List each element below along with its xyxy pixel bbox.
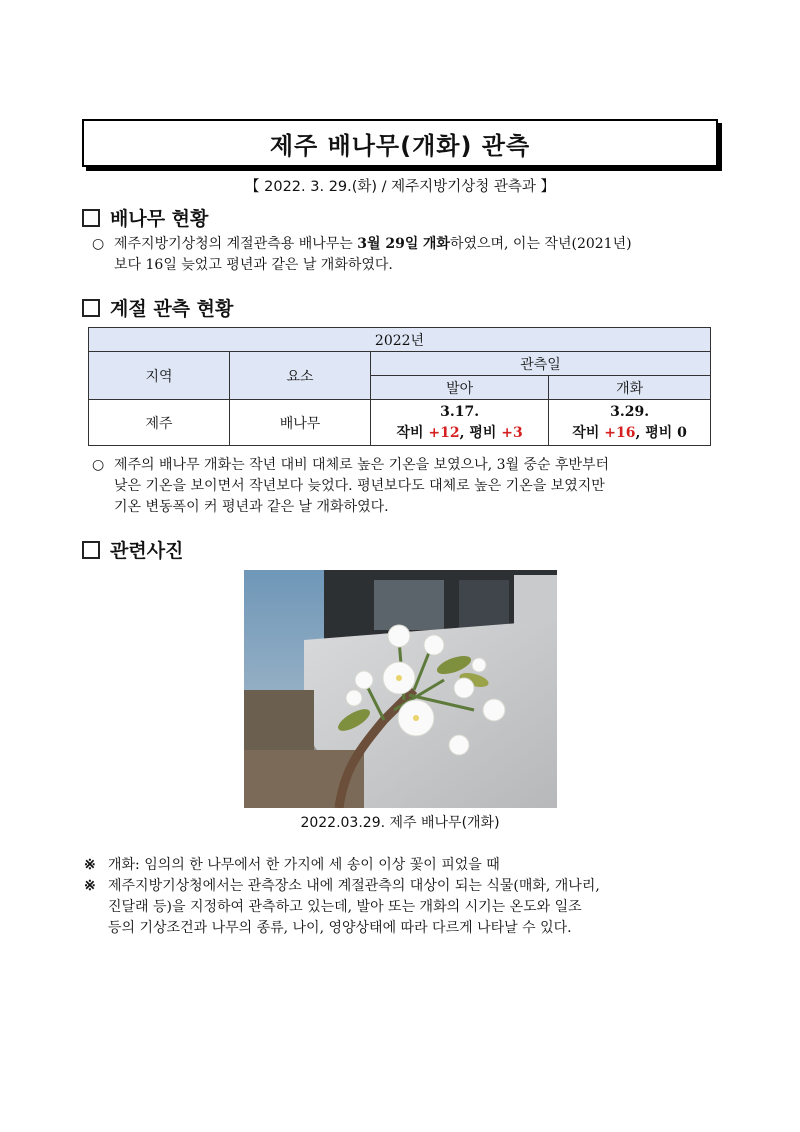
- notes: [84, 855, 734, 939]
- section-heading-1: [82, 204, 208, 231]
- col-sprout-header: 발아: [371, 376, 549, 400]
- bold-bloom: 개화: [422, 236, 450, 252]
- section-heading-3: [82, 536, 183, 563]
- cell-region: 제주: [89, 400, 230, 446]
- page-title: 제주 배나무(개화) 관측: [269, 131, 531, 160]
- value: +3: [501, 424, 523, 441]
- paragraph-line: 기온 변동폭이 커 평년과 같은 날 개화하였다.: [114, 499, 389, 515]
- text: 작비: [572, 424, 600, 441]
- note-item: [84, 876, 734, 939]
- sprout-date: 3.17.: [440, 403, 480, 420]
- paragraph-line: 낮은 기온을 보이면서 작년보다 늦었다. 평년보다도 대체로 높은 기온을 보였지만: [114, 478, 605, 494]
- paragraph-line: [92, 234, 732, 255]
- col-obsday-header: 관측일: [371, 352, 711, 376]
- text: 제주의 배나무 개화는 작년 대비 대체로 높은 기온을 보였으나, 3월 중순 후반부터: [114, 457, 610, 473]
- note-item: [84, 855, 734, 876]
- col-region-header: 지역: [89, 352, 230, 400]
- section1-paragraph: [92, 234, 732, 276]
- title-box: [82, 119, 718, 167]
- value: 0: [677, 424, 687, 441]
- cell-element: 배나무: [230, 400, 371, 446]
- photo-caption: 2022.03.29. 제주 배나무(개화): [300, 815, 500, 831]
- text: 제주지방기상청의 계절관측용 배나무는: [114, 236, 358, 252]
- note-mark: ※: [84, 857, 96, 873]
- circle-bullet: ○: [92, 236, 105, 252]
- pear-blossom-photo: [244, 570, 557, 808]
- square-bullet-icon: [82, 541, 100, 559]
- value: +12: [428, 424, 460, 441]
- cell-bloom: [549, 400, 711, 446]
- note-line: 제주지방기상청에서는 관측장소 내에 계절관측의 대상이 되는 식물(매화, 개나리,: [108, 878, 600, 894]
- bold-date: 3월 29일: [357, 236, 419, 252]
- observation-table: [88, 327, 711, 446]
- text: 작비: [396, 424, 424, 441]
- section2-paragraph: [92, 455, 732, 518]
- section-heading-text: 계절 관측 현황: [110, 298, 234, 320]
- paragraph-line: [92, 455, 732, 476]
- bloom-compare: [549, 423, 710, 444]
- photo-illustration: [244, 570, 557, 808]
- square-bullet-icon: [82, 209, 100, 227]
- text: 평비: [469, 424, 497, 441]
- note-line: 등의 기상조건과 나무의 종류, 나이, 영양상태에 따라 다르게 나타날 수 있다.: [108, 920, 572, 936]
- text: 하였으며, 이는 작년(2021년): [449, 236, 632, 252]
- subtitle: 【 2022. 3. 29.(화) / 제주지방기상청 관측과 】: [245, 179, 555, 195]
- value: +16: [604, 424, 636, 441]
- note-line: 개화: 임의의 한 나무에서 한 가지에 세 송이 이상 꽃이 피었을 때: [108, 857, 500, 873]
- col-element-header: 요소: [230, 352, 371, 400]
- text: 평비: [645, 424, 673, 441]
- table-year: 2022년: [89, 328, 711, 352]
- paragraph-line: 보다 16일 늦었고 평년과 같은 날 개화하였다.: [114, 257, 393, 273]
- square-bullet-icon: [82, 299, 100, 317]
- sprout-compare: [371, 423, 548, 444]
- note-mark: ※: [84, 878, 96, 894]
- section-heading-2: [82, 294, 233, 321]
- text: ,: [459, 424, 465, 441]
- section-heading-text: 배나무 현황: [110, 208, 209, 230]
- section-heading-text: 관련사진: [110, 540, 184, 562]
- text: ,: [635, 424, 641, 441]
- note-line: 진달래 등)을 지정하여 관측하고 있는데, 발아 또는 개화의 시기는 온도와 일조: [108, 899, 582, 915]
- col-bloom-header: 개화: [549, 376, 711, 400]
- circle-bullet: ○: [92, 457, 105, 473]
- cell-sprout: [371, 400, 549, 446]
- bloom-date: 3.29.: [610, 403, 650, 420]
